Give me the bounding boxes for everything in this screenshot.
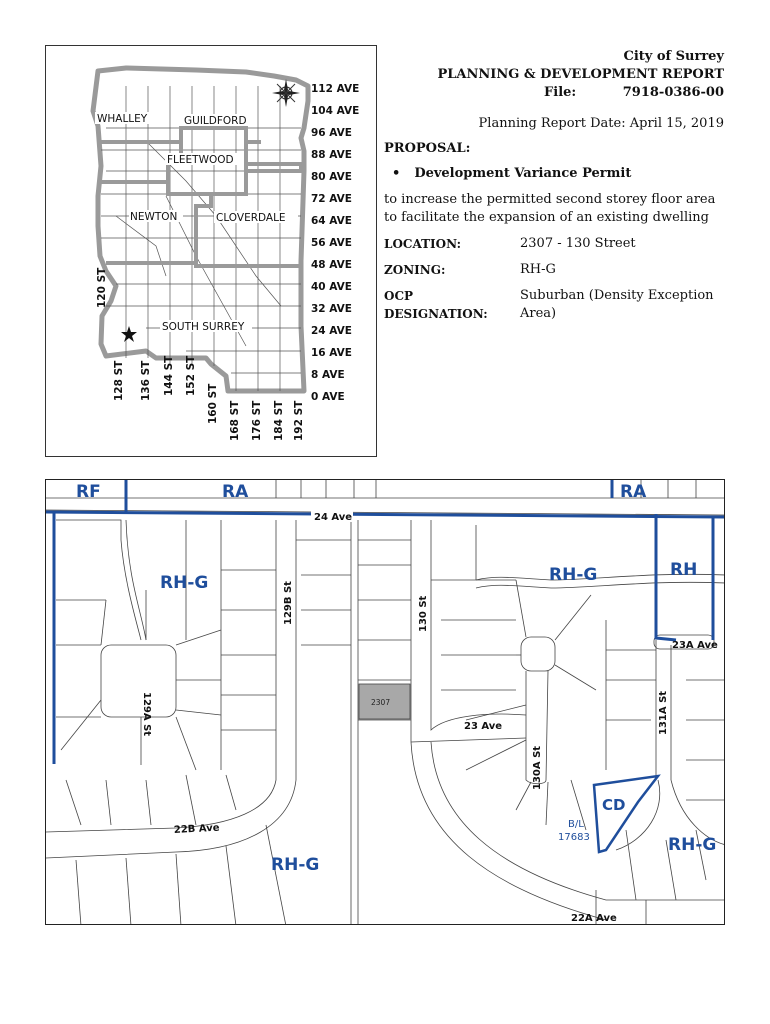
subject-lot-label: 2307 <box>371 698 391 707</box>
key-avenue-label: 40 AVE <box>311 281 352 293</box>
zone-label: RA <box>222 482 249 502</box>
key-street-label: 152 ST <box>185 355 197 396</box>
zoning-row <box>384 261 724 279</box>
report-header <box>384 48 724 102</box>
zoning-map <box>45 479 725 925</box>
neighbourhood-boundaries <box>98 128 304 266</box>
key-street-label: 160 ST <box>207 383 219 424</box>
bylaw-number: 17683 <box>558 832 590 843</box>
proposal-item: • Development Variance Permit <box>384 166 724 181</box>
ocp-value: Suburban (Density Exception Area) <box>520 288 714 321</box>
key-map <box>45 45 377 457</box>
key-avenue-label: 56 AVE <box>311 237 352 249</box>
key-avenue-label: 32 AVE <box>311 303 352 315</box>
map-street-label: 129B St <box>283 581 294 625</box>
key-avenue-label: 24 AVE <box>311 325 352 337</box>
key-avenue-label: 112 AVE <box>311 83 360 95</box>
zone-label: CD <box>602 796 626 814</box>
zoning-value: RH-G <box>520 262 556 277</box>
file-line <box>544 84 724 102</box>
subject-site-star-icon <box>121 326 137 342</box>
key-map-graphic <box>46 46 378 458</box>
street-grid <box>101 86 301 391</box>
key-avenue-label: 88 AVE <box>311 149 352 161</box>
map-street-label: 23 Ave <box>464 721 503 732</box>
zone-label: RF <box>76 482 101 502</box>
key-area-label: SOUTH SURREY <box>162 321 245 333</box>
key-area-label: FLEETWOOD <box>167 154 234 166</box>
map-street-label: 130A St <box>532 745 543 790</box>
location-label: LOCATION: <box>384 237 462 251</box>
city-name: City of Surrey <box>623 49 724 64</box>
key-area-label: CLOVERDALE <box>216 212 286 224</box>
proposal-description: to increase the permitted second storey floor area to facilitate the expansion of an existing dwelling <box>384 192 716 225</box>
zone-label: RH-G <box>668 835 717 855</box>
compass-icon <box>272 79 300 107</box>
proposal-label: PROPOSAL: <box>384 141 471 156</box>
report-date: Planning Report Date: April 15, 2019 <box>478 116 724 131</box>
zone-label: RH-G <box>271 855 320 875</box>
key-street-label: 184 ST <box>273 400 285 441</box>
map-street-label: 22A Ave <box>571 913 617 924</box>
key-street-label: 120 ST <box>96 267 108 308</box>
map-street-label: 130 St <box>418 595 429 632</box>
zoning-map-graphic <box>46 480 725 925</box>
key-street-label: 128 ST <box>113 360 125 401</box>
key-street-label: 168 ST <box>229 400 241 441</box>
bylaw-label: B/L <box>568 819 584 830</box>
map-street-label: 22B Ave <box>173 822 220 836</box>
key-avenue-label: 96 AVE <box>311 127 352 139</box>
zone-label: RA <box>620 482 647 502</box>
location-row <box>384 235 724 253</box>
map-street-label: 23A Ave <box>672 640 718 651</box>
file-label: File: <box>544 85 577 100</box>
map-street-label: 129A St <box>141 692 152 737</box>
map-street-label: 24 Ave <box>314 512 353 523</box>
key-street-label: 192 ST <box>293 400 305 441</box>
key-avenue-label: 0 AVE <box>311 391 345 403</box>
ocp-row <box>384 287 724 323</box>
key-avenue-label: 8 AVE <box>311 369 345 381</box>
key-area-label: NEWTON <box>130 211 178 223</box>
key-avenue-label: 16 AVE <box>311 347 352 359</box>
key-street-label: 176 ST <box>251 400 263 441</box>
report-title: PLANNING & DEVELOPMENT REPORT <box>437 67 724 82</box>
key-avenue-label: 104 AVE <box>311 105 360 117</box>
zone-label: RH <box>670 560 698 580</box>
key-street-label: 144 ST <box>163 355 175 396</box>
key-avenue-label: 64 AVE <box>311 215 352 227</box>
map-street-label: 131A St <box>658 690 669 735</box>
key-avenue-label: 80 AVE <box>311 171 352 183</box>
zone-label: RH-G <box>160 573 209 593</box>
zoning-label: ZONING: <box>384 263 446 277</box>
zone-label: RH-G <box>549 565 598 585</box>
key-avenue-label: 72 AVE <box>311 193 352 205</box>
key-area-label: GUILDFORD <box>184 115 247 127</box>
location-value: 2307 - 130 Street <box>520 236 636 251</box>
file-number: 7918-0386-00 <box>622 85 724 100</box>
central-lots <box>358 520 725 925</box>
key-street-label: 136 ST <box>140 360 152 401</box>
key-avenue-label: 48 AVE <box>311 259 352 271</box>
ocp-label: OCP DESIGNATION: <box>384 289 488 321</box>
report-info <box>384 48 724 323</box>
key-area-label: WHALLEY <box>97 113 148 125</box>
